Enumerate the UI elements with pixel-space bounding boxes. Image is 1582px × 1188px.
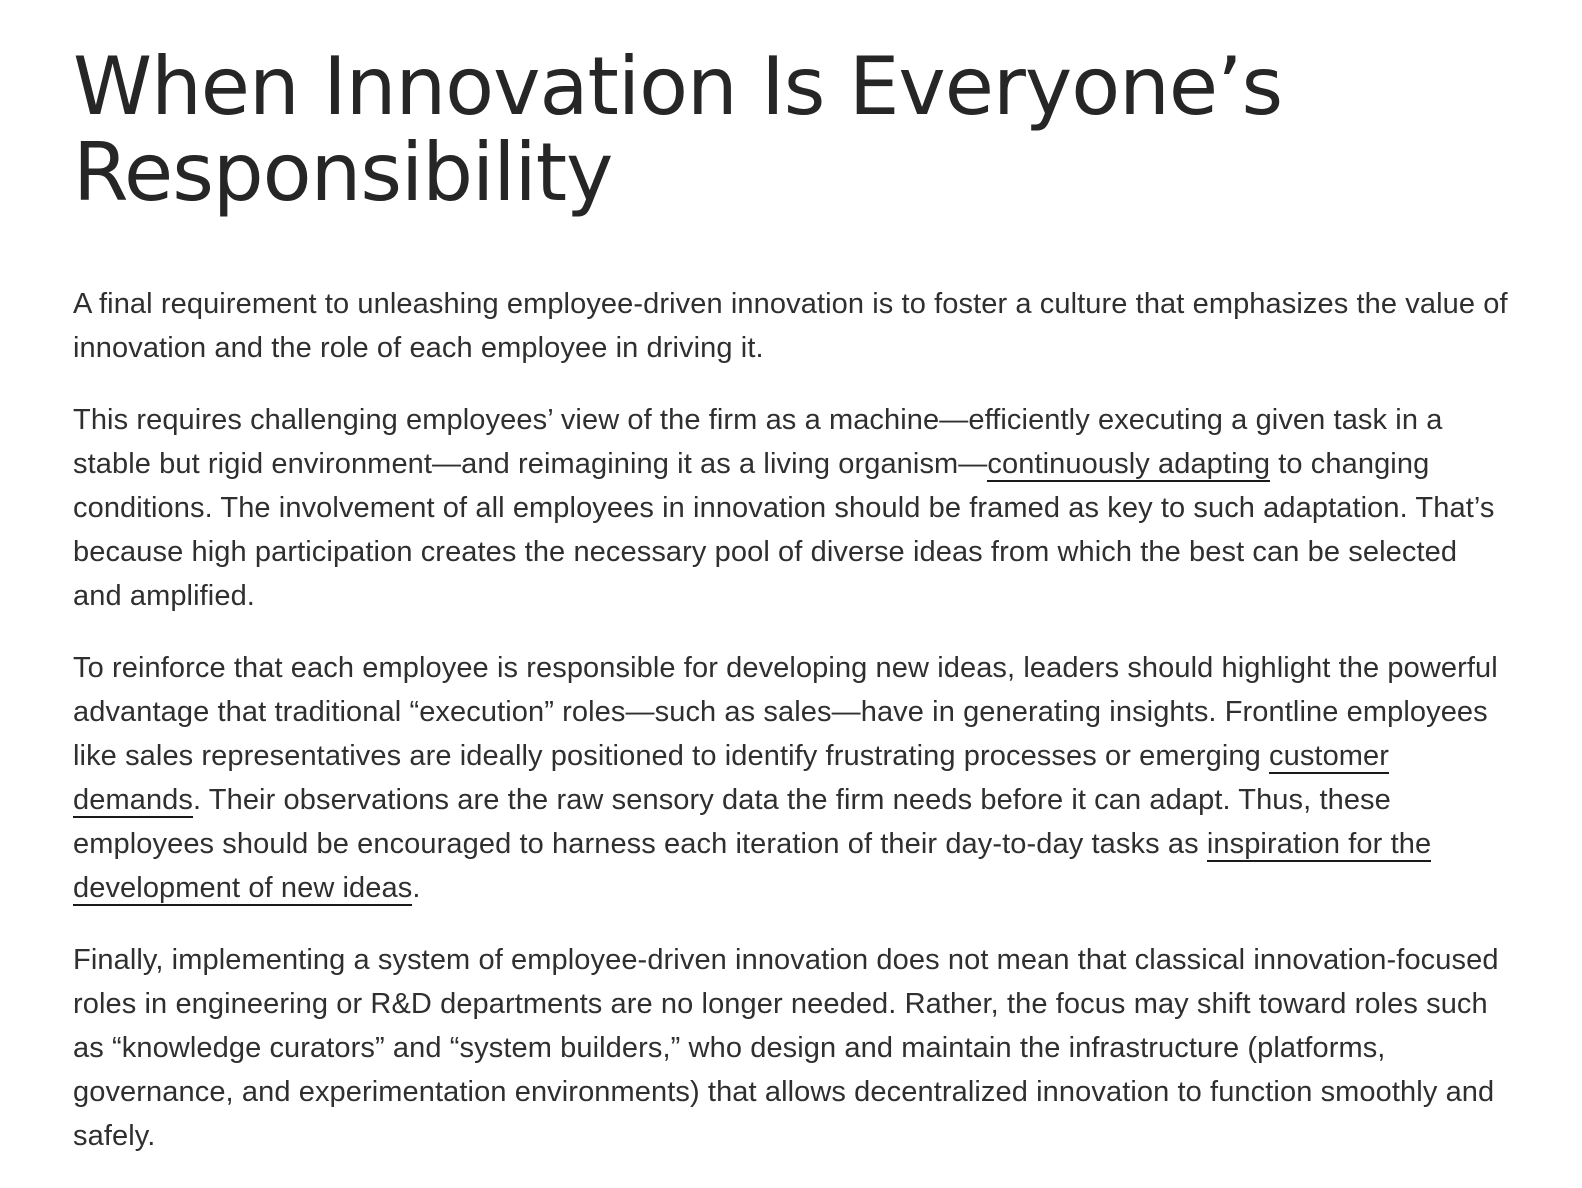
- paragraph-2: [73, 398, 1513, 618]
- paragraph-3-text-c: .: [412, 872, 421, 904]
- paragraph-2-text-b: to changing conditions. The involvement of all employees in innovation should be framed as key to such adaptation. That’s because high participation creates the necessary pool of diverse ideas from which the best can be selected and amplified.: [73, 448, 1495, 612]
- inspiration-link[interactable]: inspiration for the development of new ideas: [73, 828, 1432, 904]
- paragraph-4: Finally, implementing a system of employee-driven innovation does not mean that classical innovation-focused roles in engineering or R&D departments are no longer needed. Rather, the focus may shift toward roles such as “knowledge curators” and “system builders,” who design and maintain the infrastructure (platforms, governance, and experimentation environments) that allows decentralized innovation to function smoothly and safely.: [73, 944, 1499, 1152]
- paragraph-2-text-a: This requires challenging employees’ view of the firm as a machine—efficiently executing a given task in a stable but rigid environment—and reimagining it as a living organism—: [73, 404, 1443, 480]
- article-body: [73, 282, 1513, 1158]
- paragraph-1: A final requirement to unleashing employee-driven innovation is to foster a culture that emphasizes the value of innovation and the role of each employee in driving it.: [73, 288, 1508, 364]
- paragraph-3-text-b: . Their observations are the raw sensory data the firm needs before it can adapt. Thus, these employees should be encouraged to harness each iteration of their day-to-day tasks as: [73, 784, 1391, 860]
- article: [73, 40, 1513, 1186]
- paragraph-3: [73, 646, 1513, 910]
- article-title: When Innovation Is Everyone’s Responsibility: [73, 40, 1283, 219]
- paragraph-3-text-a: To reinforce that each employee is responsible for developing new ideas, leaders should highlight the powerful advantage that traditional “execution” roles—such as sales—have in generating insights. Frontline employees like sales representatives are ideally positioned to identify frustrating processes or emerging: [73, 652, 1498, 772]
- continuously-adapting-link[interactable]: continuously adapting: [987, 448, 1271, 480]
- customer-demands-link[interactable]: customer demands: [73, 740, 1390, 816]
